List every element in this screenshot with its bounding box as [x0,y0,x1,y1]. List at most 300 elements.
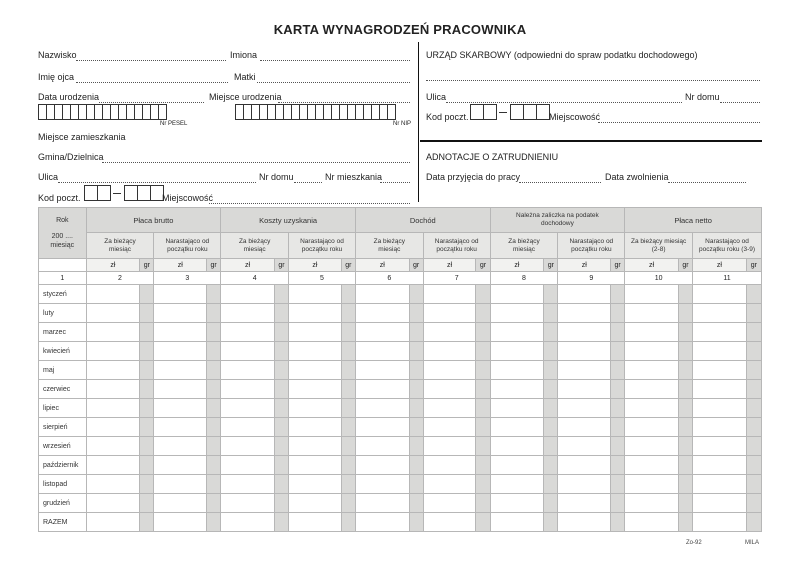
cell-zl[interactable] [289,494,342,513]
cell-zl[interactable] [625,456,679,475]
cell-zl[interactable] [355,513,409,532]
cell-zl[interactable] [693,437,747,456]
cell-gr[interactable] [611,475,625,494]
cell-zl[interactable] [625,342,679,361]
cell-zl[interactable] [490,475,544,494]
cell-gr[interactable] [274,418,288,437]
cell-zl[interactable] [423,342,476,361]
cell-zl[interactable] [558,361,611,380]
cell-zl[interactable] [625,399,679,418]
cell-gr[interactable] [678,361,692,380]
cell-gr[interactable] [544,285,558,304]
cell-zl[interactable] [423,456,476,475]
kod-poczt-boxes[interactable] [84,185,163,201]
cell-gr[interactable] [207,399,221,418]
cell-gr[interactable] [678,418,692,437]
cell-gr[interactable] [678,494,692,513]
cell-gr[interactable] [746,456,761,475]
cell-gr[interactable] [341,399,355,418]
field-nr-domu-us[interactable] [720,101,760,103]
cell-gr[interactable] [207,437,221,456]
cell-zl[interactable] [221,399,275,418]
field-nazwisko[interactable] [76,59,226,61]
cell-gr[interactable] [678,342,692,361]
cell-zl[interactable] [693,418,747,437]
cell-gr[interactable] [140,418,154,437]
cell-gr[interactable] [274,323,288,342]
cell-gr[interactable] [140,399,154,418]
cell-zl[interactable] [490,494,544,513]
cell-gr[interactable] [274,361,288,380]
unit-gr: gr [409,259,423,272]
cell-gr[interactable] [746,380,761,399]
cell-gr[interactable] [207,323,221,342]
cell-gr[interactable] [476,494,490,513]
cell-zl[interactable] [693,323,747,342]
cell-gr[interactable] [611,399,625,418]
cell-zl[interactable] [558,475,611,494]
label-gmina: Gmina/Dzielnica [38,152,104,162]
cell-zl[interactable] [693,361,747,380]
cell-gr[interactable] [476,342,490,361]
cell-gr[interactable] [544,380,558,399]
cell-gr[interactable] [476,437,490,456]
cell-zl[interactable] [558,513,611,532]
cell-zl[interactable] [86,456,140,475]
label-nr-pesel: Nr PESEL [160,121,188,127]
cell-zl[interactable] [490,456,544,475]
cell-gr[interactable] [274,342,288,361]
cell-zl[interactable] [423,361,476,380]
cell-zl[interactable] [86,380,140,399]
cell-gr[interactable] [409,285,423,304]
units-empty [39,259,87,272]
cell-gr[interactable] [409,342,423,361]
cell-zl[interactable] [221,437,275,456]
cell-gr[interactable] [611,437,625,456]
cell-gr[interactable] [207,380,221,399]
group-koszty-uzyskania: Koszty uzyskania [221,208,356,233]
cell-zl[interactable] [423,380,476,399]
cell-zl[interactable] [693,513,747,532]
cell-zl[interactable] [693,399,747,418]
cell-gr[interactable] [207,494,221,513]
cell-gr[interactable] [476,380,490,399]
cell-gr[interactable] [544,494,558,513]
cell-gr[interactable] [611,342,625,361]
month-label: sierpień [39,418,87,437]
cell-gr[interactable] [341,475,355,494]
cell-zl[interactable] [86,285,140,304]
cell-gr[interactable] [476,361,490,380]
cell-gr[interactable] [544,456,558,475]
cell-gr[interactable] [409,513,423,532]
field-matki[interactable] [257,81,410,83]
field-nr-mieszkania[interactable] [380,181,410,183]
cell-zl[interactable] [490,285,544,304]
cell-gr[interactable] [409,304,423,323]
cell-gr[interactable] [207,285,221,304]
cell-zl[interactable] [355,399,409,418]
cell-zl[interactable] [423,399,476,418]
cell-gr[interactable] [678,380,692,399]
cell-zl[interactable] [221,285,275,304]
field-data-urodzenia[interactable] [99,101,204,103]
cell-gr[interactable] [678,304,692,323]
cell-zl[interactable] [154,285,207,304]
cell-gr[interactable] [746,475,761,494]
cell-zl[interactable] [558,285,611,304]
cell-gr[interactable] [140,304,154,323]
cell-zl[interactable] [355,285,409,304]
cell-zl[interactable] [154,437,207,456]
cell-gr[interactable] [746,361,761,380]
cell-zl[interactable] [221,380,275,399]
cell-gr[interactable] [746,342,761,361]
cell-zl[interactable] [558,323,611,342]
cell-gr[interactable] [611,361,625,380]
field-miejscowosc[interactable] [209,202,410,204]
field-nr-domu[interactable] [294,181,322,183]
cell-zl[interactable] [289,285,342,304]
table-row [39,399,762,418]
cell-gr[interactable] [409,361,423,380]
cell-gr[interactable] [678,513,692,532]
cell-zl[interactable] [625,323,679,342]
unit-zl: zł [625,259,679,272]
cell-zl[interactable] [86,437,140,456]
cell-gr[interactable] [678,323,692,342]
cell-gr[interactable] [409,323,423,342]
cell-zl[interactable] [289,380,342,399]
month-label: październik [39,456,87,475]
cell-zl[interactable] [693,304,747,323]
field-gmina[interactable] [102,161,410,163]
cell-gr[interactable] [341,437,355,456]
cell-gr[interactable] [409,475,423,494]
cell-zl[interactable] [221,475,275,494]
cell-gr[interactable] [476,304,490,323]
cell-gr[interactable] [140,285,154,304]
field-data-zwolnienia[interactable] [668,181,746,183]
cell-zl[interactable] [289,418,342,437]
cell-zl[interactable] [693,494,747,513]
cell-gr[interactable] [140,456,154,475]
cell-zl[interactable] [221,304,275,323]
cell-zl[interactable] [289,323,342,342]
cell-zl[interactable] [558,494,611,513]
cell-zl[interactable] [289,342,342,361]
cell-gr[interactable] [544,437,558,456]
cell-zl[interactable] [86,418,140,437]
cell-zl[interactable] [86,513,140,532]
cell-gr[interactable] [207,513,221,532]
cell-gr[interactable] [274,399,288,418]
cell-gr[interactable] [274,475,288,494]
cell-gr[interactable] [207,361,221,380]
cell-zl[interactable] [355,380,409,399]
cell-gr[interactable] [274,437,288,456]
cell-gr[interactable] [140,494,154,513]
cell-zl[interactable] [355,475,409,494]
cell-gr[interactable] [678,285,692,304]
label-miejsce-urodzenia: Miejsce urodzenia [209,92,282,102]
label-nazwisko: Nazwisko [38,50,77,60]
cell-zl[interactable] [558,399,611,418]
cell-zl[interactable] [625,494,679,513]
cell-zl[interactable] [490,361,544,380]
cell-zl[interactable] [154,513,207,532]
unit-gr: gr [611,259,625,272]
cell-gr[interactable] [611,513,625,532]
cell-zl[interactable] [289,437,342,456]
cell-gr[interactable] [746,513,761,532]
cell-gr[interactable] [274,380,288,399]
cell-zl[interactable] [355,494,409,513]
cell-gr[interactable] [409,456,423,475]
field-miejscowosc-us[interactable] [598,121,760,123]
cell-zl[interactable] [154,456,207,475]
cell-zl[interactable] [693,285,747,304]
cell-zl[interactable] [423,494,476,513]
cell-zl[interactable] [625,418,679,437]
cell-gr[interactable] [409,380,423,399]
field-ulica-us[interactable] [446,101,682,103]
cell-gr[interactable] [140,380,154,399]
field-data-przyjecia[interactable] [519,181,601,183]
cell-gr[interactable] [544,304,558,323]
cell-zl[interactable] [423,323,476,342]
cell-gr[interactable] [274,494,288,513]
cell-gr[interactable] [611,418,625,437]
subheader: Za bieżący miesiąc [490,233,558,259]
cell-gr[interactable] [476,456,490,475]
cell-gr[interactable] [611,456,625,475]
cell-gr[interactable] [746,323,761,342]
cell-zl[interactable] [490,342,544,361]
label-ulica-us: Ulica [426,92,447,102]
cell-zl[interactable] [490,304,544,323]
cell-zl[interactable] [558,342,611,361]
cell-zl[interactable] [221,361,275,380]
cell-gr[interactable] [274,456,288,475]
cell-zl[interactable] [625,361,679,380]
cell-gr[interactable] [409,437,423,456]
cell-zl[interactable] [625,437,679,456]
cell-zl[interactable] [490,399,544,418]
cell-gr[interactable] [207,304,221,323]
cell-zl[interactable] [289,399,342,418]
cell-zl[interactable] [221,418,275,437]
cell-zl[interactable] [423,475,476,494]
cell-gr[interactable] [611,380,625,399]
cell-zl[interactable] [693,342,747,361]
cell-zl[interactable] [355,418,409,437]
cell-gr[interactable] [140,361,154,380]
cell-zl[interactable] [355,342,409,361]
cell-gr[interactable] [678,437,692,456]
cell-zl[interactable] [423,304,476,323]
kod-poczt-us-boxes[interactable] [470,104,549,120]
cell-gr[interactable] [476,513,490,532]
cell-gr[interactable] [274,285,288,304]
cell-zl[interactable] [355,456,409,475]
cell-gr[interactable] [476,399,490,418]
cell-gr[interactable] [544,361,558,380]
cell-zl[interactable] [289,513,342,532]
cell-zl[interactable] [221,494,275,513]
cell-gr[interactable] [341,304,355,323]
cell-zl[interactable] [289,475,342,494]
cell-zl[interactable] [221,513,275,532]
cell-gr[interactable] [409,399,423,418]
cell-gr[interactable] [140,342,154,361]
cell-gr[interactable] [746,418,761,437]
cell-zl[interactable] [558,456,611,475]
cell-gr[interactable] [544,399,558,418]
cell-gr[interactable] [140,475,154,494]
cell-zl[interactable] [423,285,476,304]
cell-zl[interactable] [490,513,544,532]
nip-boxes[interactable] [235,104,395,120]
cell-zl[interactable] [86,323,140,342]
field-imie-ojca[interactable] [76,81,228,83]
cell-zl[interactable] [154,475,207,494]
cell-gr[interactable] [341,342,355,361]
cell-gr[interactable] [341,380,355,399]
field-miejsce-urodzenia[interactable] [278,101,410,103]
cell-zl[interactable] [693,456,747,475]
cell-gr[interactable] [274,304,288,323]
cell-zl[interactable] [490,418,544,437]
pesel-boxes[interactable] [38,104,166,120]
cell-gr[interactable] [341,513,355,532]
cell-gr[interactable] [341,418,355,437]
cell-zl[interactable] [693,380,747,399]
cell-gr[interactable] [341,361,355,380]
cell-gr[interactable] [678,475,692,494]
unit-zl: zł [355,259,409,272]
cell-zl[interactable] [625,380,679,399]
cell-zl[interactable] [490,437,544,456]
column-number: 3 [154,272,221,285]
cell-gr[interactable] [341,285,355,304]
cell-zl[interactable] [154,342,207,361]
cell-gr[interactable] [746,494,761,513]
field-imiona[interactable] [260,59,410,61]
cell-zl[interactable] [355,323,409,342]
cell-gr[interactable] [544,418,558,437]
cell-gr[interactable] [611,323,625,342]
cell-gr[interactable] [746,304,761,323]
cell-zl[interactable] [423,513,476,532]
cell-gr[interactable] [611,494,625,513]
field-urzad-skarbowy[interactable] [426,79,760,81]
table-row [39,304,762,323]
cell-gr[interactable] [409,418,423,437]
cell-zl[interactable] [625,513,679,532]
cell-zl[interactable] [86,361,140,380]
cell-gr[interactable] [544,475,558,494]
cell-gr[interactable] [678,399,692,418]
cell-gr[interactable] [341,456,355,475]
cell-gr[interactable] [476,418,490,437]
cell-gr[interactable] [140,513,154,532]
cell-zl[interactable] [154,361,207,380]
cell-zl[interactable] [558,437,611,456]
cell-gr[interactable] [140,323,154,342]
cell-zl[interactable] [355,361,409,380]
cell-zl[interactable] [355,437,409,456]
cell-gr[interactable] [476,285,490,304]
cell-zl[interactable] [423,418,476,437]
cell-gr[interactable] [544,513,558,532]
cell-zl[interactable] [693,475,747,494]
cell-zl[interactable] [355,304,409,323]
cell-zl[interactable] [154,304,207,323]
cell-gr[interactable] [746,399,761,418]
cell-zl[interactable] [423,437,476,456]
cell-zl[interactable] [625,304,679,323]
cell-zl[interactable] [86,342,140,361]
cell-zl[interactable] [558,380,611,399]
cell-zl[interactable] [289,361,342,380]
cell-gr[interactable] [207,418,221,437]
cell-zl[interactable] [625,475,679,494]
cell-zl[interactable] [86,399,140,418]
month-label: maj [39,361,87,380]
cell-gr[interactable] [611,285,625,304]
table-row [39,342,762,361]
cell-zl[interactable] [625,285,679,304]
cell-zl[interactable] [221,342,275,361]
cell-gr[interactable] [678,456,692,475]
cell-zl[interactable] [490,323,544,342]
cell-gr[interactable] [140,437,154,456]
cell-gr[interactable] [207,342,221,361]
cell-gr[interactable] [746,285,761,304]
cell-gr[interactable] [611,304,625,323]
cell-zl[interactable] [86,494,140,513]
cell-zl[interactable] [221,323,275,342]
cell-zl[interactable] [558,304,611,323]
cell-zl[interactable] [289,456,342,475]
cell-gr[interactable] [746,437,761,456]
cell-zl[interactable] [154,399,207,418]
cell-gr[interactable] [544,323,558,342]
cell-zl[interactable] [86,475,140,494]
cell-zl[interactable] [490,380,544,399]
cell-gr[interactable] [476,323,490,342]
cell-zl[interactable] [558,418,611,437]
cell-gr[interactable] [341,494,355,513]
cell-gr[interactable] [207,456,221,475]
cell-gr[interactable] [544,342,558,361]
cell-gr[interactable] [274,513,288,532]
cell-gr[interactable] [409,494,423,513]
cell-zl[interactable] [289,304,342,323]
cell-gr[interactable] [476,475,490,494]
cell-zl[interactable] [154,380,207,399]
cell-zl[interactable] [154,494,207,513]
cell-zl[interactable] [154,323,207,342]
cell-zl[interactable] [86,304,140,323]
cell-zl[interactable] [154,418,207,437]
cell-zl[interactable] [221,456,275,475]
field-ulica[interactable] [58,181,256,183]
cell-gr[interactable] [207,475,221,494]
cell-gr[interactable] [341,323,355,342]
